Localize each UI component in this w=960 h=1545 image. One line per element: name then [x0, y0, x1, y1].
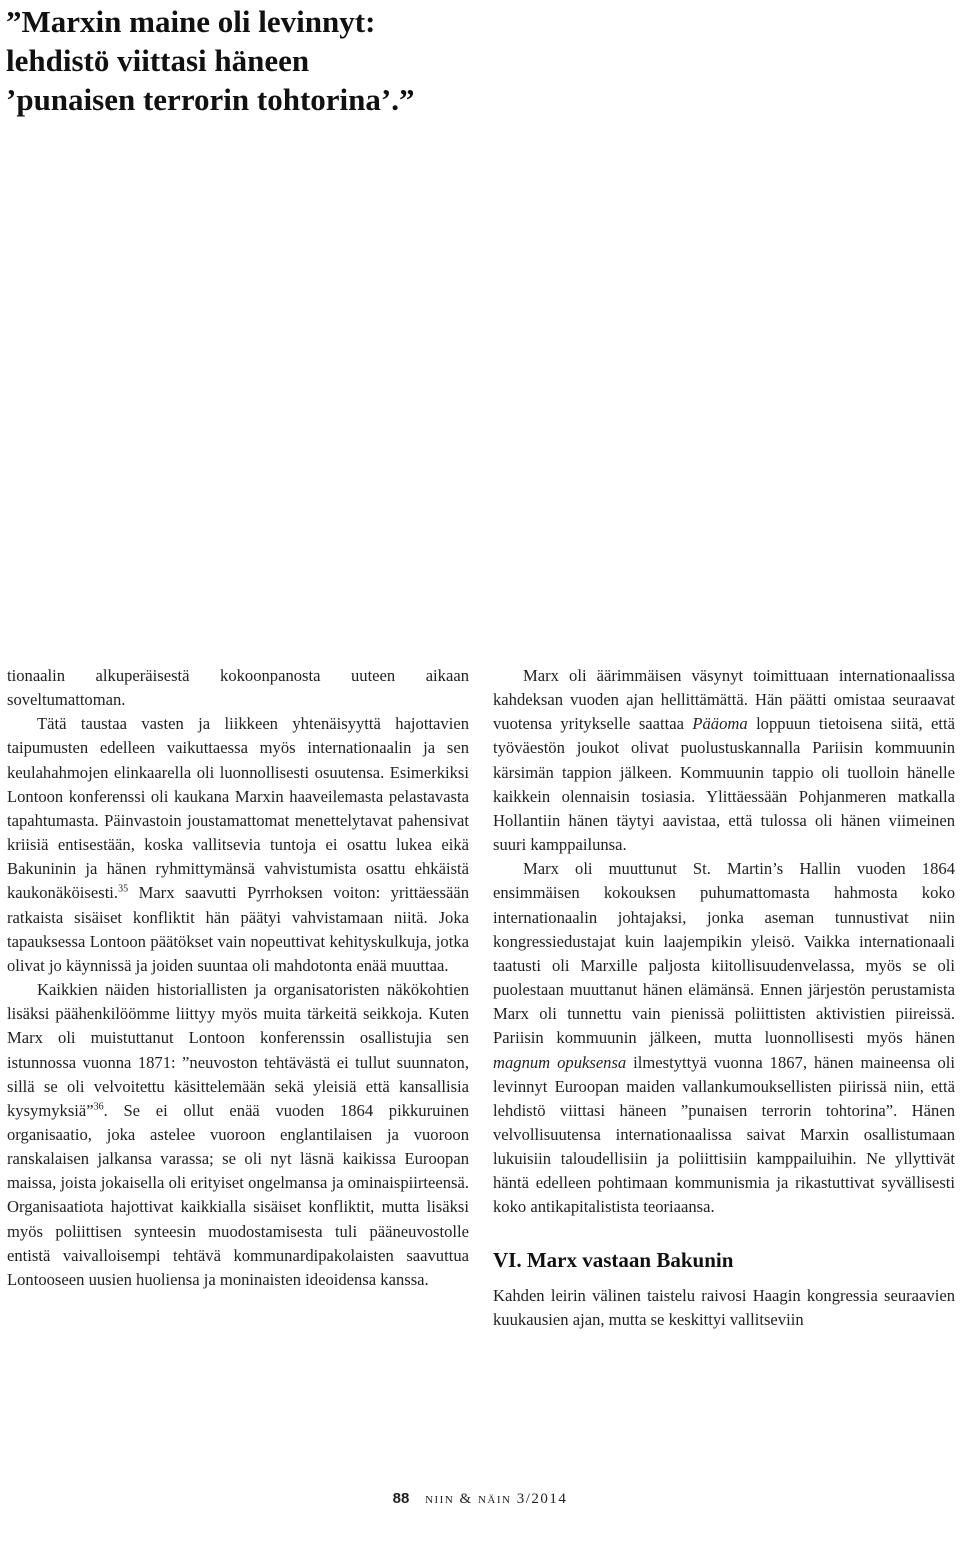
- pull-quote-line: ”Marxin maine oli levinnyt:: [6, 4, 376, 39]
- right-column: [493, 664, 955, 1332]
- paragraph: Kahden leirin välinen taistelu raivosi Haagin kongressia seuraavien kuukausien ajan, mutta se keskittyi vallitseviin: [493, 1285, 955, 1329]
- footnote-ref-35[interactable]: 35: [118, 883, 129, 895]
- journal-name: niin & näin 3/2014: [425, 1491, 568, 1507]
- section-heading: VI. Marx vastaan Bakunin: [493, 1247, 734, 1272]
- pull-quote-line: lehdistö viittasi häneen: [6, 43, 310, 78]
- pull-quote-line: ’punaisen terrorin tohtorina’.”: [6, 82, 415, 117]
- paragraph: Tätä taustaa vasten ja liikkeen yhtenäisyyttä hajottavien taipumusten edelleen vaikuttaessa myös internationaalin ja sen keulahahmojen elinkaarella oli luonnollisesti osuutensa. Esimerkiksi Lontoon konferenssi oli kaukana Marxin haaveilemasta pelastavasta tapahtumasta. Päinvastoin joustamattomat menettelytavat pahensivat kriisiä entisestään, koska vallitsevia tuntoja ei osattu lukea eikä Bakuninin ja hänen ryhmittymänsä vahvistumista osattu ehkäistä kaukonäköisesti.$^{35}$ Marx saavutti Pyrrhoksen voiton: yrittäessään ratkaista sisäiset konfliktit hän päätyi vahvistamaan niitä. Joka tapauksessa Lontoon päätökset vain nopeuttivat kehityskulkuja, jotka olivat jo käynnissä ja joiden suuntaa oli mahdotonta enää muuttaa.: [7, 714, 469, 975]
- paragraph: tionaalin alkuperäisestä kokoonpanosta uuteen aikaan soveltumattoman.: [7, 666, 469, 710]
- paragraph: Marx oli äärimmäisen väsynyt toimittuaan internationaalissa kahdeksan vuoden ajan hellittämättä. Hän päätti omistaa seuraavat vuotensa yritykselle saattaa Pääoma loppuun tietoisena siitä, että työväestön joukot olivat puolustuskannalla Pariisin kommuunin kärsimän tappion jälkeen. Kommuunin tappio oli tuolloin hänelle kaikkein olennaisin tosiasia. Ylittäessään Pohjanmeren matkalla Hollantiin hänen täytyi aavistaa, että tulossa oli hänen viimeinen suuri kamppailunsa.: [493, 666, 955, 855]
- page-number: 88: [392, 1490, 410, 1507]
- footnote-ref-36[interactable]: 36: [93, 1101, 104, 1113]
- italic-title: Pääoma: [692, 714, 748, 734]
- pull-quote: [6, 2, 446, 119]
- paragraph: Marx oli muuttunut St. Martin’s Hallin vuoden 1864 ensimmäisen kokouksen puhumattomasta hahmosta koko internationaalin johtajaksi, jonka aseman tunnustivat niin kongressiedustajat kuin laajempikin yleisö. Vaikka internationaali taatusti oli Marxille paljosta kiitollisuudenvelassa, myös se oli puolestaan muuttanut hänen elämänsä. Ennen järjestön perustamista Marx oli tunnettu vain pienissä poliittisten aktivistien piireissä. Pariisin kommuunin jälkeen, mutta luonnollisesti myös hänen magnum opuksensa ilmestyttyä vuonna 1867, hänen maineensa oli levinnyt Euroopan maiden vallankumouksellisten piirissä niin, että lehdistö viittasi häneen ”punaisen terrorin tohtorina”. Hänen velvollisuutensa internationaalissa saivat Marxin osallistumaan lukuisiin taloudellisiin ja poliittisiin kamppailuihin. Ne yllyttivät häntä edelleen pohtimaan kommunismia ja rikastuttivat syvällisesti koko antikapitalistista teoriaansa.: [493, 859, 955, 1217]
- left-column: [7, 664, 469, 1292]
- page-footer: [0, 1490, 960, 1508]
- paragraph: Kaikkien näiden historiallisten ja organisatoristen näkökohtien lisäksi päähenkilöömme liittyy myös muita tärkeitä seikkoja. Kuten Marx oli muistuttanut Lontoon konferenssin osallistujia sen istunnossa vuonna 1871: ”neuvoston tehtävästä ei tullut suunnaton, sillä se oli velvoitettu käsittelemään sekä yleisiä että kansallisia kysymyksiä”$^{36}$. Se ei ollut enää vuoden 1864 pikkuruinen organisaatio, joka astelee vuoroon englantilaisen ja vuoroon ranskalaisen jalkansa varassa; se oli nyt läsnä kaikissa Euroopan maissa, joista jokaisella oli erityiset ongelmansa ja ominaispiirteensä. Organisaatiota hajottivat kaikkialla sisäiset konfliktit, mutta lisäksi myös poliittisen synteesin muodostamisesta tuli pääneuvostolle entistä vaivalloisempi tehtävä kommunardipakolaisten saavuttua Lontooseen uusien huoliensa ja moninaisten ideoidensa kanssa.: [7, 980, 469, 1289]
- italic-term: magnum opuksensa: [493, 1052, 627, 1072]
